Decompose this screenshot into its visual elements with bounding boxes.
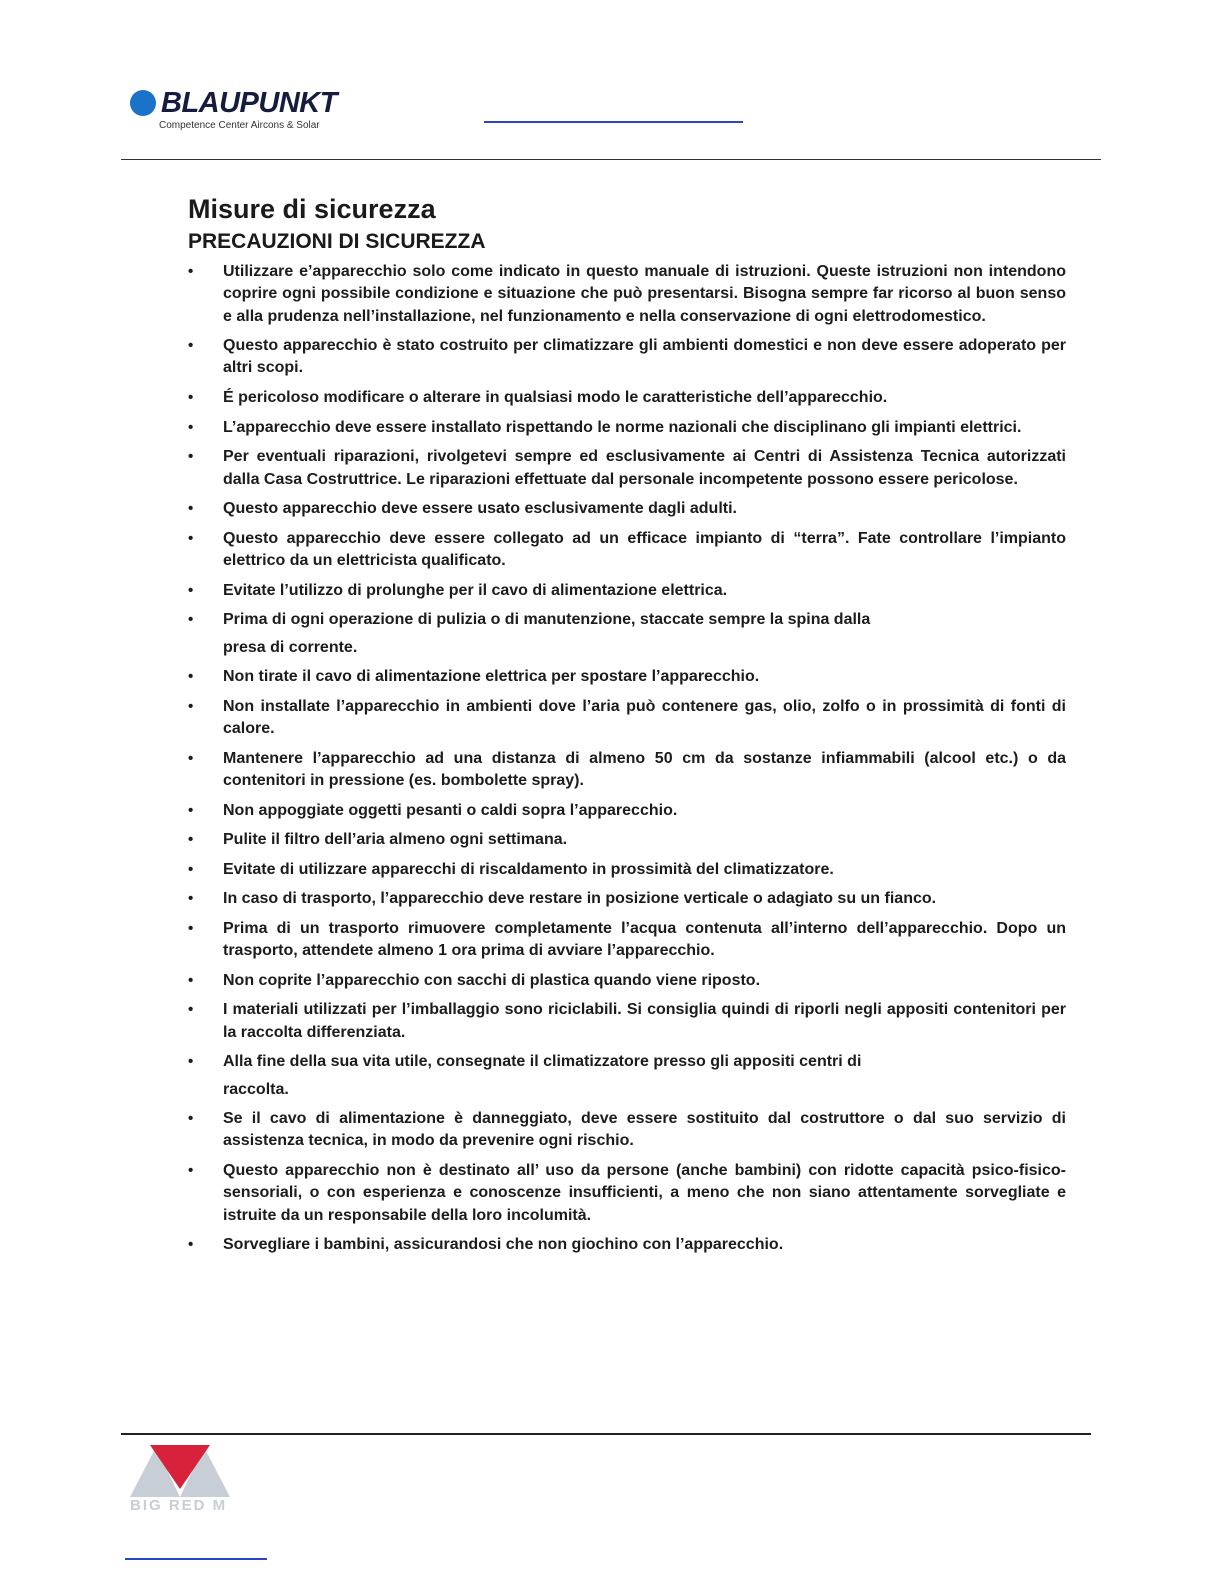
list-item-text: Questo apparecchio non è destinato all’ uso da persone (anche bambini) con ridotte capacità psico-fisico-sensoriali, o con esperienza e conoscenze insufficienti, a meno che non siano attentamente sorvegliate e istruite da un responsabile della loro incolumità. bbox=[223, 1162, 1066, 1224]
page-title: Misure di sicurezza bbox=[188, 194, 436, 224]
bullet-icon: • bbox=[188, 611, 194, 629]
bullet-icon: • bbox=[188, 1110, 194, 1128]
bullet-icon: • bbox=[188, 1001, 194, 1019]
list-item-text: É pericoloso modificare o alterare in qualsiasi modo le caratteristiche dell’apparecchio. bbox=[223, 389, 888, 407]
list-item bbox=[188, 498, 1066, 520]
list-item-text: Mantenere l’apparecchio ad una distanza di almeno 50 cm da sostanze infiammabili (alcool etc.) o da contenitori in pressione (es. bombolette spray). bbox=[223, 749, 1066, 789]
header-divider bbox=[121, 159, 1101, 160]
bullet-icon: • bbox=[188, 448, 194, 466]
list-item bbox=[188, 1234, 1066, 1256]
big-red-m-logo bbox=[130, 1445, 240, 1520]
list-item bbox=[188, 800, 1066, 822]
list-item bbox=[188, 888, 1066, 910]
bullet-icon: • bbox=[188, 860, 194, 878]
list-item-text: Questo apparecchio è stato costruito per climatizzare gli ambienti domestici e non deve essere adoperato per altri scopi. bbox=[223, 337, 1066, 377]
bullet-icon: • bbox=[188, 971, 194, 989]
bullet-icon: • bbox=[188, 697, 194, 715]
list-item-text: Pulite il filtro dell’aria almeno ogni settimana. bbox=[223, 831, 568, 849]
list-item-text: L’apparecchio deve essere installato rispettando le norme nazionali che disciplinano gli impianti elettrici. bbox=[223, 418, 1022, 436]
bullet-icon: • bbox=[188, 1236, 194, 1254]
list-item bbox=[188, 387, 1066, 409]
bullet-icon: • bbox=[188, 1162, 194, 1180]
bullet-icon: • bbox=[188, 890, 194, 908]
footer-link-underline[interactable] bbox=[125, 1558, 267, 1560]
list-item bbox=[188, 609, 1066, 659]
brand-dot-icon bbox=[130, 90, 156, 116]
brand-tagline: Competence Center Aircons & Solar bbox=[159, 120, 320, 131]
list-item bbox=[188, 446, 1066, 491]
list-item bbox=[188, 528, 1066, 573]
list-item-text: Non installate l’apparecchio in ambienti dove l’aria può contenere gas, olio, zolfo o in prossimità di fonti di calore. bbox=[223, 697, 1066, 738]
bullet-icon: • bbox=[188, 668, 194, 686]
list-item bbox=[188, 829, 1066, 851]
bullet-icon: • bbox=[188, 749, 194, 767]
list-item-text: Non appoggiate oggetti pesanti o caldi sopra l’apparecchio. bbox=[223, 801, 678, 819]
bullet-icon: • bbox=[188, 418, 194, 436]
footer-divider bbox=[121, 1433, 1091, 1435]
list-item-text-continued: raccolta. bbox=[223, 1080, 289, 1098]
list-item-text: Evitate di utilizzare apparecchi di riscaldamento in prossimità del climatizzatore. bbox=[223, 860, 834, 878]
header-link-underline[interactable] bbox=[484, 121, 743, 123]
bullet-icon: • bbox=[188, 1053, 194, 1071]
list-item bbox=[188, 1160, 1066, 1227]
list-item-text: Evitate l’utilizzo di prolunghe per il cavo di alimentazione elettrica. bbox=[223, 581, 728, 599]
bullet-icon: • bbox=[188, 529, 194, 547]
list-item bbox=[188, 748, 1066, 793]
list-item-text: Questo apparecchio deve essere collegato ad un efficace impianto di “terra”. Fate controllare l’impianto elettrico da un elettricista qualificato. bbox=[223, 529, 1066, 570]
blaupunkt-logo bbox=[130, 86, 390, 136]
list-item-text: Sorvegliare i bambini, assicurandosi che non giochino con l’apparecchio. bbox=[223, 1236, 784, 1254]
list-item bbox=[188, 666, 1066, 688]
list-item bbox=[188, 970, 1066, 992]
list-item bbox=[188, 999, 1066, 1044]
list-item-text-continued: presa di corrente. bbox=[223, 638, 358, 656]
bullet-icon: • bbox=[188, 581, 194, 599]
list-item-text: Non coprite l’apparecchio con sacchi di plastica quando viene riposto. bbox=[223, 971, 761, 989]
safety-precautions-list bbox=[188, 261, 1066, 1264]
bullet-icon: • bbox=[188, 801, 194, 819]
brand-name: BLAUPUNKT bbox=[161, 87, 337, 119]
bullet-icon: • bbox=[188, 389, 194, 407]
list-item bbox=[188, 261, 1066, 328]
bullet-icon: • bbox=[188, 263, 194, 280]
list-item-text: Per eventuali riparazioni, rivolgetevi sempre ed esclusivamente ai Centri di Assistenza Tecnica autorizzati dalla Casa Costruttrice. Le riparazioni effettuate dal personale incompetente possono essere pericolose. bbox=[223, 448, 1066, 488]
list-item bbox=[188, 696, 1066, 741]
list-item-text: Questo apparecchio deve essere usato esclusivamente dagli adulti. bbox=[223, 500, 737, 518]
list-item-text: Alla fine della sua vita utile, consegnate il climatizzatore presso gli appositi centri di bbox=[223, 1053, 862, 1071]
list-item bbox=[188, 1108, 1066, 1153]
list-item bbox=[188, 918, 1066, 963]
section-subtitle: PRECAUZIONI DI SICUREZZA bbox=[188, 230, 486, 253]
list-item-text: I materiali utilizzati per l’imballaggio sono riciclabili. Si consiglia quindi di riporli negli appositi contenitori per la raccolta differenziata. bbox=[223, 1001, 1066, 1041]
list-item bbox=[188, 417, 1066, 439]
list-item bbox=[188, 335, 1066, 380]
list-item-text: Se il cavo di alimentazione è danneggiato, deve essere sostituito dal costruttore o dal suo servizio di assistenza tecnica, in modo da prevenire ogni rischio. bbox=[223, 1110, 1066, 1150]
bullet-icon: • bbox=[188, 500, 194, 518]
bullet-icon: • bbox=[188, 831, 194, 849]
footer-logo-text: BIG RED M bbox=[130, 1497, 228, 1514]
list-item-text: Prima di un trasporto rimuovere completamente l’acqua contenuta all’interno dell’apparecchio. Dopo un trasporto, attendete almeno 1 ora prima di avviare l’apparecchio. bbox=[223, 919, 1066, 960]
list-item-text: Utilizzare e’apparecchio solo come indicato in questo manuale di istruzioni. Queste istruzioni non intendono coprire ogni possibile condizione e situazione che può presentarsi. Bisogna sempre far ricorso al buon senso e alla prudenza nell’installazione, nel funzionamento e nella conservazione di ogni elettrodomestico. bbox=[223, 263, 1066, 325]
list-item bbox=[188, 580, 1066, 602]
big-red-m-mark-icon bbox=[130, 1445, 230, 1497]
list-item bbox=[188, 859, 1066, 881]
list-item-text: In caso di trasporto, l’apparecchio deve restare in posizione verticale o adagiato su un fianco. bbox=[223, 890, 937, 908]
list-item bbox=[188, 1051, 1066, 1101]
bullet-icon: • bbox=[188, 919, 194, 937]
list-item-text: Prima di ogni operazione di pulizia o di manutenzione, staccate sempre la spina dalla bbox=[223, 611, 871, 629]
bullet-icon: • bbox=[188, 337, 194, 355]
list-item-text: Non tirate il cavo di alimentazione elettrica per spostare l’apparecchio. bbox=[223, 668, 760, 686]
